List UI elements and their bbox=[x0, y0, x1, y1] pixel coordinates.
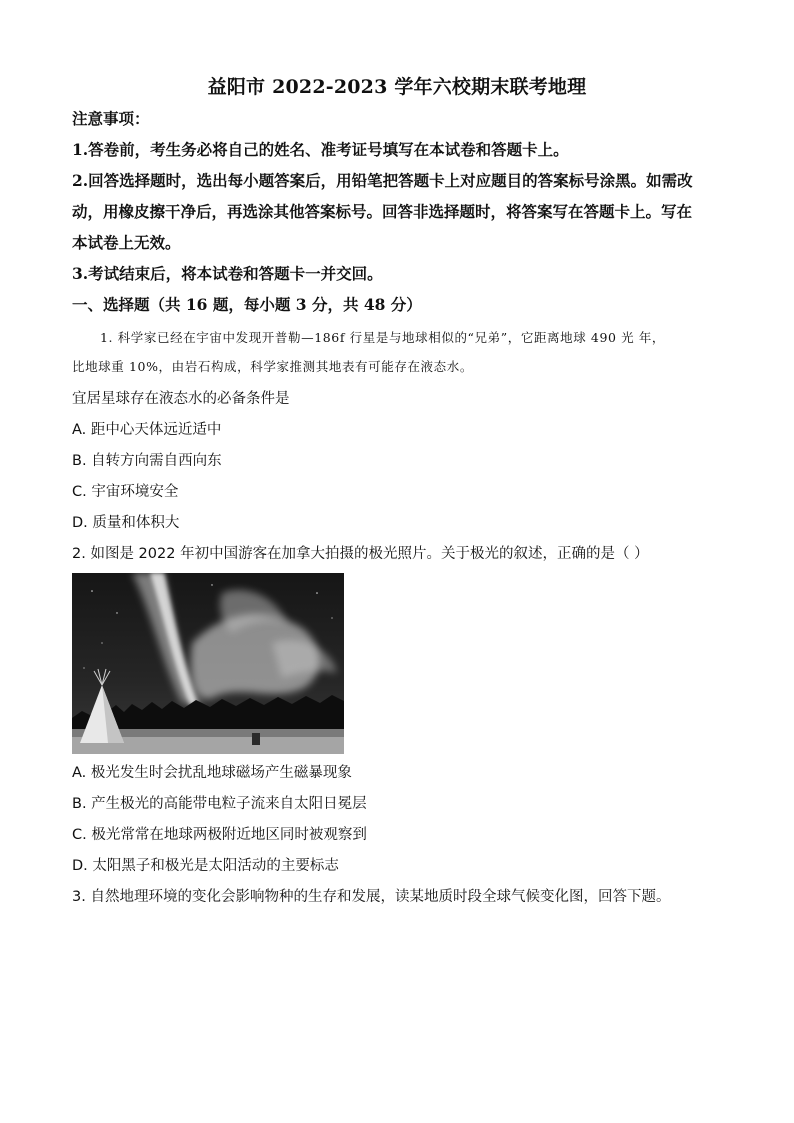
notice-item-2-line-2: 动，用橡皮擦干净后，再选涂其他答案标号。回答非选择题时，将答案写在答题卡上。写在 bbox=[72, 202, 693, 221]
q1-stem: 宜居星球存在液态水的必备条件是 bbox=[72, 391, 290, 407]
aurora-photo-drawing bbox=[72, 573, 344, 754]
q2-stem: 2. 如图是 2022 年初中国游客在加拿大拍摄的极光照片。关于极光的叙述，正确的是（ ） bbox=[72, 546, 649, 562]
q2-option-d: D. 太阳黑子和极光是太阳活动的主要标志 bbox=[72, 858, 339, 874]
aurora-photo bbox=[72, 573, 344, 754]
q1-option-b: B. 自转方向需自西向东 bbox=[72, 453, 222, 469]
notice-heading: 注意事项： bbox=[72, 109, 150, 128]
q3-stem: 3. 自然地理环境的变化会影响物种的生存和发展，读某地质时段全球气候变化图，回答下题。 bbox=[72, 889, 671, 905]
q2-option-c: C. 极光常常在地球两极附近地区同时被观察到 bbox=[72, 827, 367, 843]
notice-item-1: 1.答卷前，考生务必将自己的姓名、准考证号填写在本试卷和答题卡上。 bbox=[72, 140, 569, 159]
q1-option-c: C. 宇宙环境安全 bbox=[72, 484, 179, 500]
q1-material-line-1: 1. 科学家已经在宇宙中发现开普勒—186f 行星是与地球相似的“兄弟”，它距离地球 490 光 年， bbox=[100, 330, 666, 345]
q1-option-a: A. 距中心天体远近适中 bbox=[72, 422, 222, 438]
notice-item-2-line-3: 本试卷上无效。 bbox=[72, 233, 181, 252]
section-1-heading: 一、选择题（共 16 题，每小题 3 分，共 48 分） bbox=[72, 295, 422, 314]
exam-title: 益阳市 2022-2023 学年六校期末联考地理 bbox=[207, 76, 587, 98]
q2-option-b: B. 产生极光的高能带电粒子流来自太阳日冕层 bbox=[72, 796, 367, 812]
notice-item-3: 3.考试结束后，将本试卷和答题卡一并交回。 bbox=[72, 264, 383, 283]
q1-option-d: D. 质量和体积大 bbox=[72, 515, 180, 531]
q1-material-line-2: 比地球重 10%，由岩石构成，科学家推测其地表有可能存在液态水。 bbox=[72, 359, 473, 374]
q2-option-a: A. 极光发生时会扰乱地球磁场产生磁暴现象 bbox=[72, 765, 352, 781]
notice-item-2-line-1: 2.回答选择题时，选出每小题答案后，用铅笔把答题卡上对应题目的答案标号涂黑。如需改 bbox=[72, 171, 693, 190]
